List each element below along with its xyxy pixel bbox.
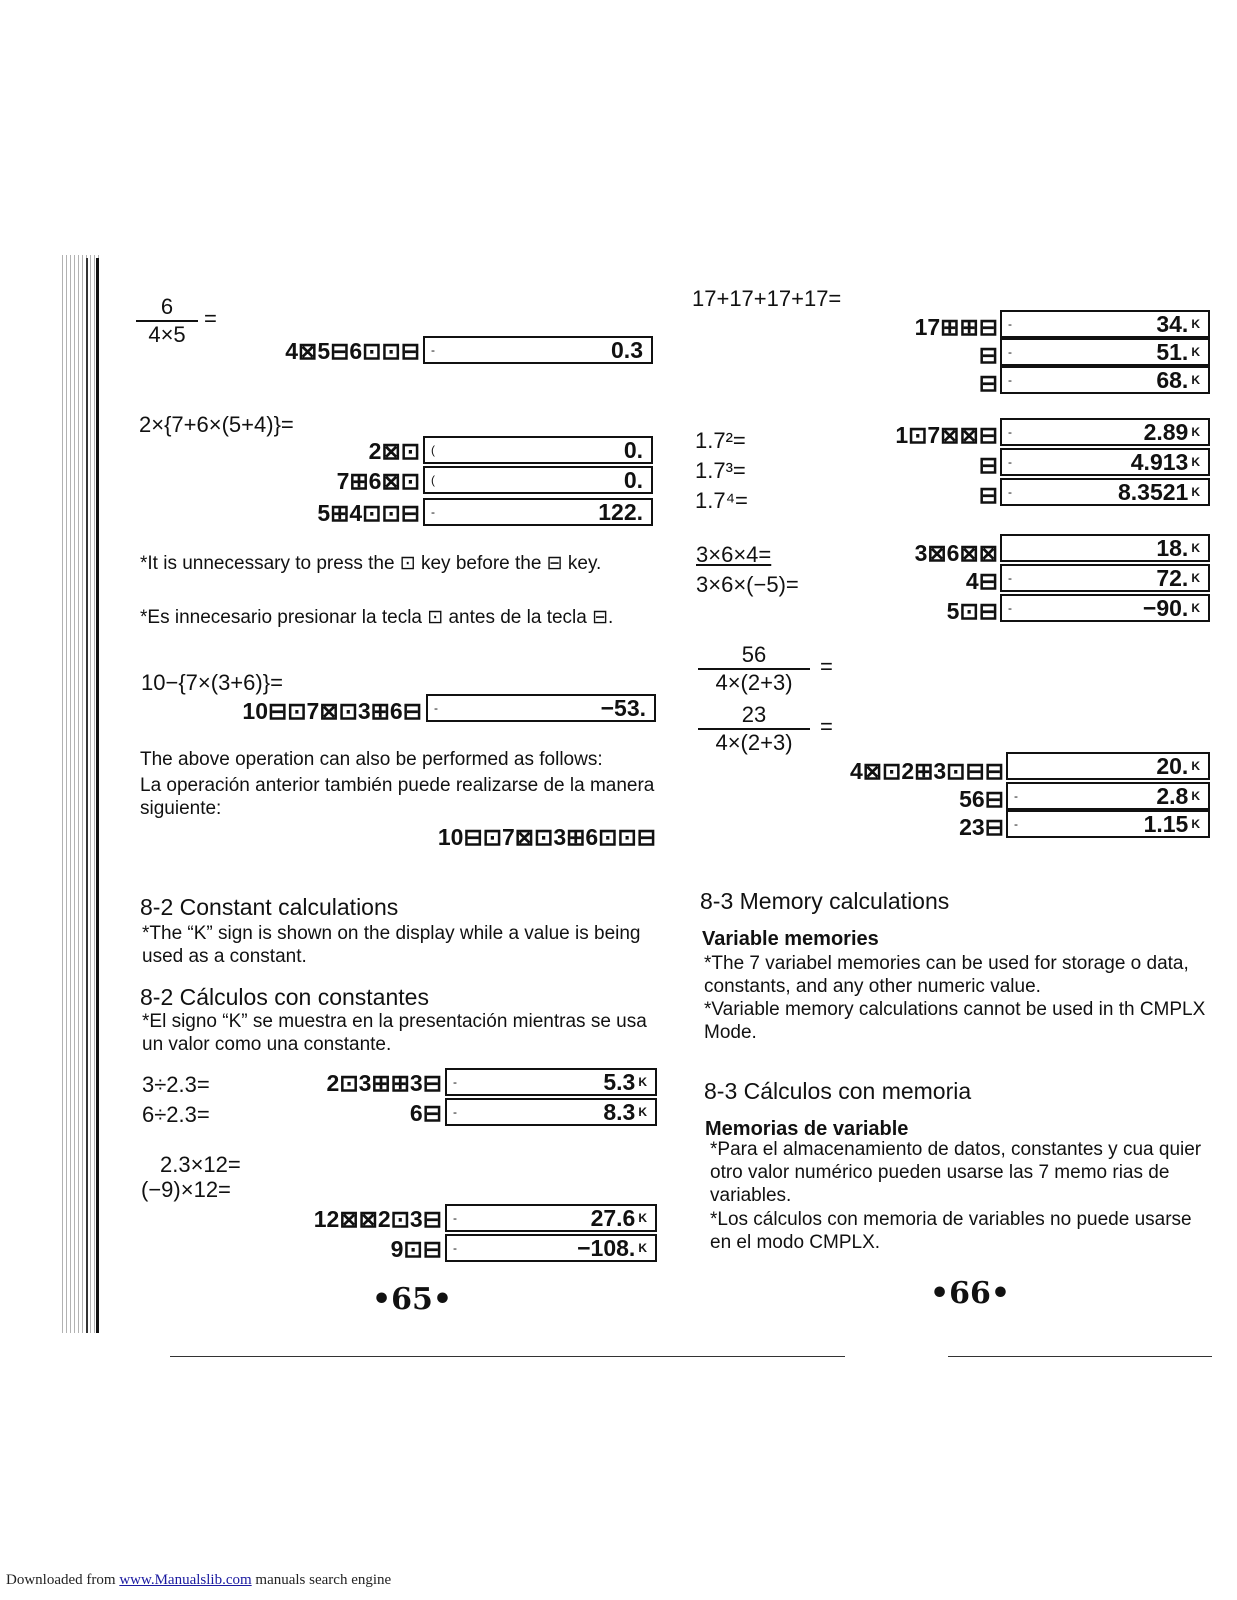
bottom-rule	[948, 1356, 1212, 1357]
key-sequence: 5⊡⊟	[946, 598, 998, 624]
section-text: *El signo “K” se muestra en la presentación mientras se usa un valor como una constante.	[142, 1011, 647, 1055]
expression: 1.7²=	[695, 428, 746, 453]
section-title: 8-2 Cálculos con constantes	[140, 984, 429, 1010]
section-text: *Los cálculos con memoria de variables no puede usarse en el modo CMPLX.	[710, 1209, 1192, 1253]
note-en: *It is unnecessary to press the ⊡ key before the ⊟ key.	[140, 553, 602, 574]
key-sequence: 2⊠⊡	[368, 438, 420, 464]
key-sequence: 7⊞6⊠⊡	[336, 468, 420, 494]
key-sequence: ⊟	[978, 342, 998, 368]
expression: 3÷2.3=	[142, 1072, 210, 1097]
section-title: 8-3 Memory calculations	[700, 888, 950, 914]
calculator-display: - 1.15 $^K$	[1006, 810, 1210, 838]
expression: 2×{7+6×(5+4)}=	[139, 412, 294, 437]
page-number: •65•	[372, 1282, 453, 1317]
key-sequence: 9⊡⊟	[390, 1236, 442, 1262]
section-title: 8-2 Constant calculations	[140, 894, 399, 920]
section-text: *Variable memory calculations cannot be used in th CMPLX Mode.	[704, 999, 1206, 1043]
key-sequence: 10⊟⊡7⊠⊡3⊞6⊟	[242, 698, 422, 724]
key-sequence: 5⊞4⊡⊡⊟	[317, 500, 420, 526]
key-sequence: 12⊠⊠2⊡3⊟	[313, 1206, 442, 1232]
section-text: *The 7 variabel memories can be used for storage o data, constants, and any other numeric value.	[704, 953, 1189, 997]
section-text: *Para el almacenamiento de datos, constantes y cua quier otro valor numérico pueden usarse las 7 memo rias de variables.	[710, 1139, 1202, 1206]
calculator-display: - −90. $^K$	[1000, 594, 1210, 622]
fraction: $\frac{56}{4\times(2+3)}$	[698, 642, 810, 696]
key-sequence: 2⊡3⊞⊞3⊟	[326, 1070, 442, 1096]
expression: 1.7³=	[695, 458, 746, 483]
key-sequence: 6⊟	[409, 1100, 442, 1126]
key-sequence: ⊟	[978, 482, 998, 508]
calculator-display: - 5.3 $^K$	[445, 1068, 657, 1096]
expression: 3×6×(−5)=	[696, 572, 799, 597]
key-sequence: ⊟	[978, 370, 998, 396]
key-sequence: 3⊠6⊠⊠	[914, 540, 998, 566]
calculator-display: - 51. $^K$	[1000, 338, 1210, 366]
expression: 2.3×12=	[160, 1152, 241, 1177]
calculator-display: - 27.6 $^K$	[445, 1204, 657, 1232]
expression: 1.7⁴=	[695, 488, 748, 513]
expression: 10−{7×(3+6)}=	[141, 670, 283, 695]
key-sequence: 23⊟	[959, 814, 1004, 840]
alt-text-es: La operación anterior también puede realizarse de la manera siguiente:	[140, 775, 655, 819]
calculator-display: 18. $^K$	[1000, 534, 1210, 562]
fraction: $\frac{23}{4\times(2+3)}$	[698, 702, 810, 756]
expression: 6÷2.3=	[142, 1102, 210, 1127]
key-sequence: 4⊠⊡2⊞3⊡⊟⊟	[849, 758, 1004, 784]
key-sequence: 10⊟⊡7⊠⊡3⊞6⊡⊡⊟	[437, 824, 656, 850]
section-subtitle: Memorias de variable	[705, 1118, 909, 1140]
fraction: $\frac{6}{4\times 5}$	[136, 294, 198, 348]
section-subtitle: Variable memories	[702, 928, 879, 950]
calculator-display: - 34. $^K$	[1000, 310, 1210, 338]
calculator-display: - 2.8 $^K$	[1006, 782, 1210, 810]
key-sequence: 17⊞⊞⊟	[914, 314, 998, 340]
key-sequence: 4⊠5⊟6⊡⊡⊟	[285, 338, 420, 364]
section-text: *The “K” sign is shown on the display while a value is being used as a constant.	[142, 923, 641, 967]
calculator-display: - 8.3 $^K$	[445, 1098, 657, 1126]
expression: 3×6×4=	[696, 542, 772, 567]
equals-sign: =	[820, 714, 833, 739]
calculator-display: - 72. $^K$	[1000, 564, 1210, 592]
calculator-display: - 0.3	[423, 336, 653, 364]
calculator-display: - −53.	[426, 694, 656, 722]
calculator-display: - 8.3521 $^K$	[1000, 478, 1210, 506]
key-sequence: 1⊡7⊠⊠⊟	[895, 422, 998, 448]
download-footer: Downloaded from www.Manualslib.com manuals search engine	[6, 1572, 392, 1588]
equals-sign: =	[820, 654, 833, 679]
calculator-display: - 4.913 $^K$	[1000, 448, 1210, 476]
calculator-display: - −108. $^K$	[445, 1234, 657, 1262]
bottom-rule	[170, 1356, 845, 1357]
section-title: 8-3 Cálculos con memoria	[704, 1078, 972, 1104]
key-sequence: 56⊟	[959, 786, 1004, 812]
manualslib-link[interactable]: www.Manualslib.com	[119, 1572, 252, 1588]
calculator-display: ( 0.	[423, 436, 653, 464]
calculator-display: 20. $^K$	[1006, 752, 1210, 780]
binding-line	[96, 258, 99, 1333]
alt-text-en: The above operation can also be performed as follows:	[140, 749, 603, 770]
calculator-display: - 68. $^K$	[1000, 366, 1210, 394]
expression: (−9)×12=	[141, 1177, 231, 1202]
binding-line	[86, 258, 88, 1333]
page-number: •66•	[930, 1276, 1011, 1311]
key-sequence: ⊟	[978, 452, 998, 478]
calculator-display: - 122.	[423, 498, 653, 526]
key-sequence: 4⊟	[965, 568, 998, 594]
equals-sign: =	[204, 306, 217, 331]
calculator-display: ( 0.	[423, 466, 653, 494]
expression: 17+17+17+17=	[692, 286, 842, 311]
calculator-display: - 2.89 $^K$	[1000, 418, 1210, 446]
note-es: *Es innecesario presionar la tecla ⊡ antes de la tecla ⊟.	[140, 607, 614, 628]
